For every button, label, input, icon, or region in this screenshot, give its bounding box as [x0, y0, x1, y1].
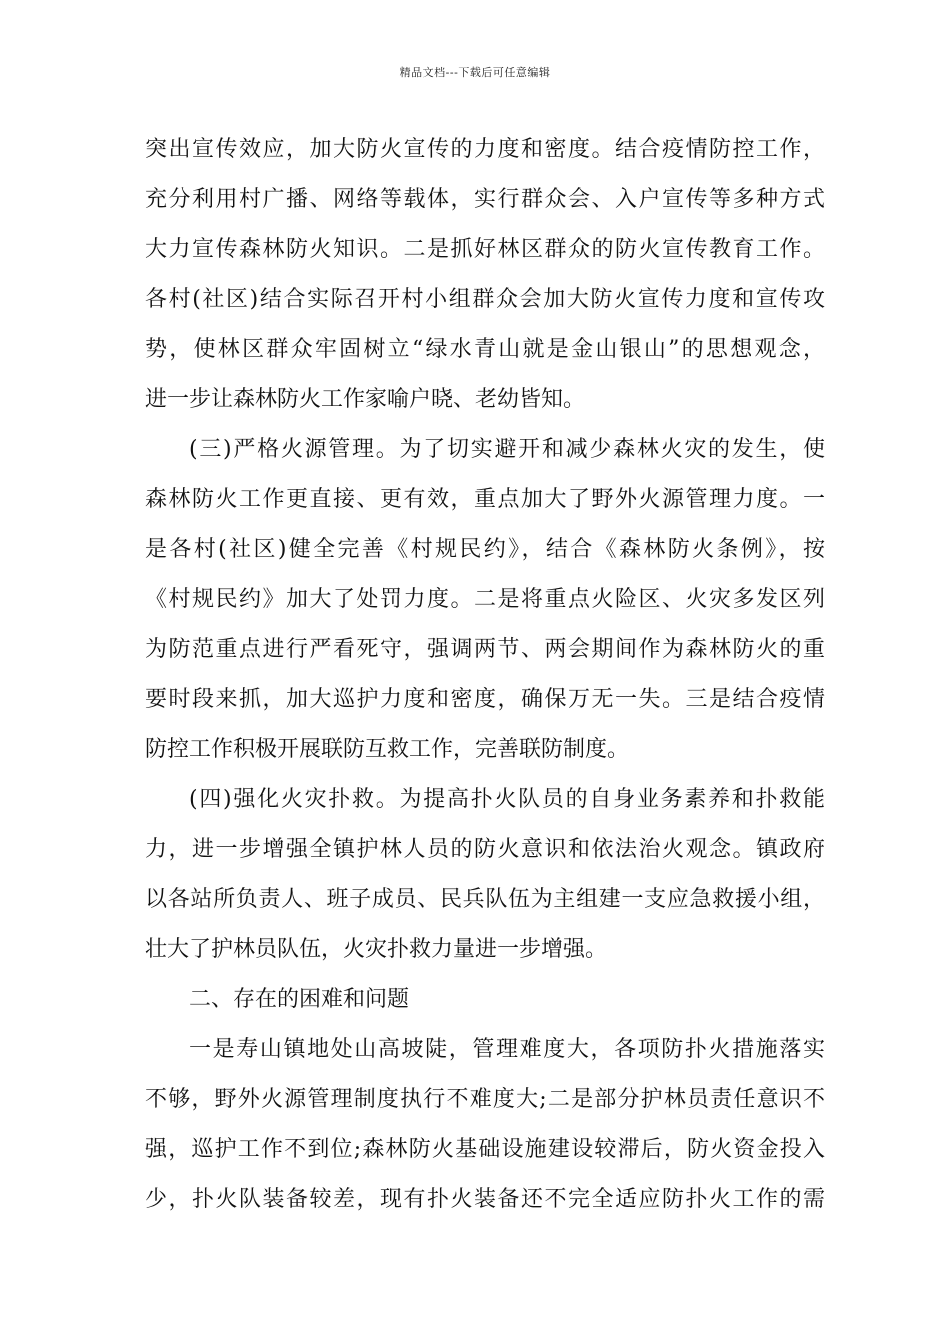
text-line: 突出宣传效应，加大防火宣传的力度和密度。结合疫情防控工作， — [145, 137, 825, 162]
text-line: 以各站所负责人、班子成员、民兵队伍为主组建一支应急救援小组， — [145, 887, 825, 912]
text-line: 二、存在的困难和问题 — [189, 987, 410, 1012]
text-line: 不够，野外火源管理制度执行不难度大;二是部分护林员责任意识不 — [145, 1087, 825, 1112]
text-line: 壮大了护林员队伍，火灾扑救力量进一步增强。 — [145, 937, 608, 962]
text-line: 一是寿山镇地处山高坡陡，管理难度大，各项防扑火措施落实 — [189, 1037, 825, 1062]
text-line: 《村规民约》加大了处罚力度。二是将重点火险区、火灾多发区列 — [145, 587, 825, 612]
text-line: 为防范重点进行严看死守，强调两节、两会期间作为森林防火的重 — [145, 637, 825, 662]
page-header: 精品文档---下载后可任意编辑 — [399, 66, 551, 79]
text-line: 势，使林区群众牢固树立“绿水青山就是金山银山”的思想观念， — [145, 337, 825, 362]
text-line: (三)严格火源管理。为了切实避开和减少森林火灾的发生，使 — [189, 437, 825, 462]
text-line: 进一步让森林防火工作家喻户晓、老幼皆知。 — [145, 387, 586, 412]
text-line: 强，巡护工作不到位;森林防火基础设施建设较滞后，防火资金投入 — [145, 1137, 825, 1162]
text-line: 要时段来抓，加大巡护力度和密度，确保万无一失。三是结合疫情 — [145, 687, 825, 712]
text-line: 充分利用村广播、网络等载体，实行群众会、入户宣传等多种方式 — [145, 187, 825, 212]
text-line: 各村(社区)结合实际召开村小组群众会加大防火宣传力度和宣传攻 — [145, 287, 825, 312]
document-body — [145, 125, 825, 1225]
text-line: (四)强化火灾扑救。为提高扑火队员的自身业务素养和扑救能 — [189, 787, 825, 812]
text-line: 防控工作积极开展联防互救工作，完善联防制度。 — [145, 737, 630, 762]
text-line: 少，扑火队装备较差，现有扑火装备还不完全适应防扑火工作的需 — [145, 1187, 825, 1212]
text-line: 森林防火工作更直接、更有效，重点加大了野外火源管理力度。一 — [145, 487, 825, 512]
text-line: 是各村(社区)健全完善《村规民约》，结合《森林防火条例》，按 — [145, 537, 825, 562]
text-line: 大力宣传森林防火知识。二是抓好林区群众的防火宣传教育工作。 — [145, 237, 825, 262]
text-line: 力，进一步增强全镇护林人员的防火意识和依法治火观念。镇政府 — [145, 837, 825, 862]
